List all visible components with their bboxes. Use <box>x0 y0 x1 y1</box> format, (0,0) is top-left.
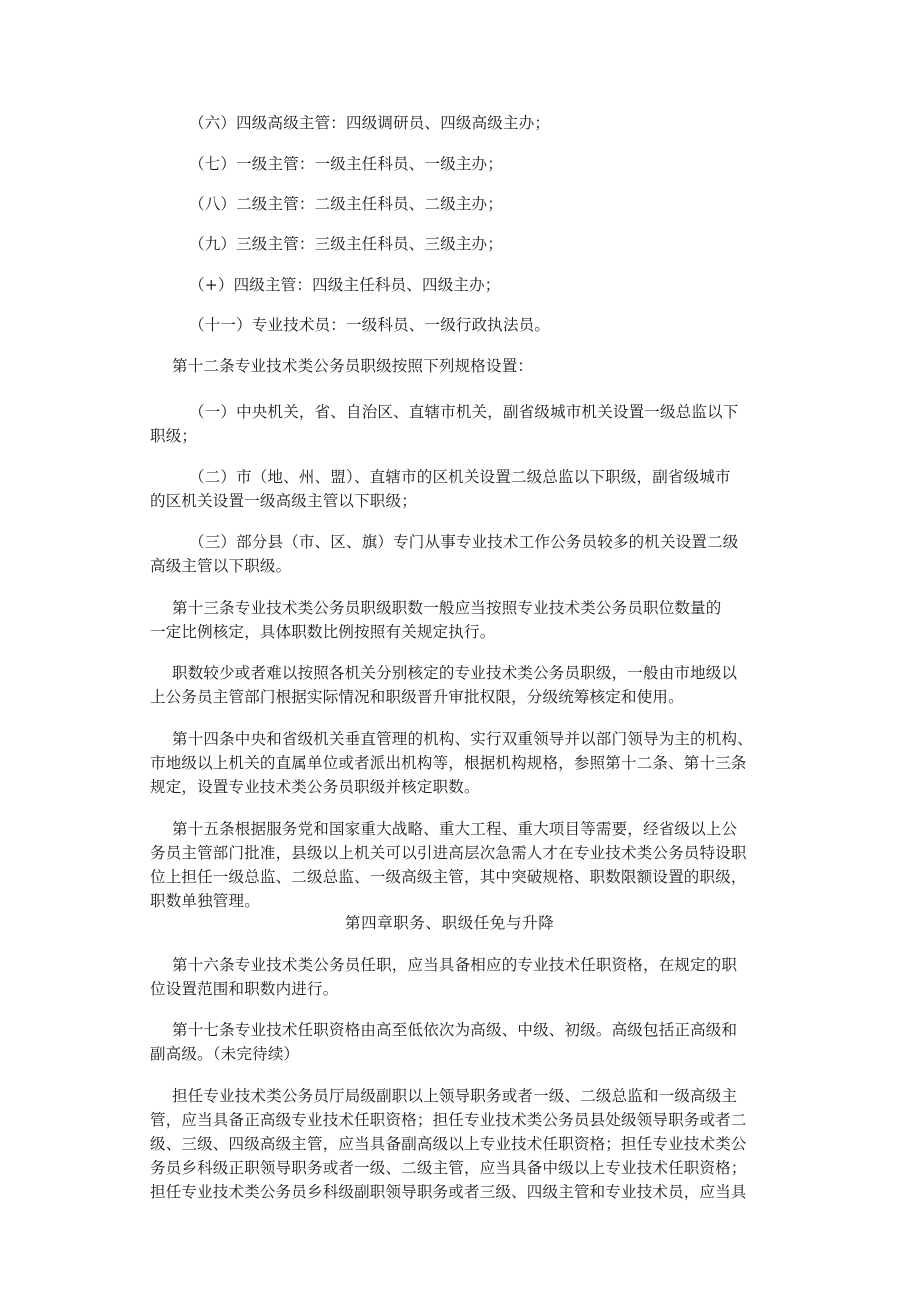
article-12-sub2-line1: （二）市（地、州、盟）、直辖市的区机关设置二级总监以下职级，副省级城市 <box>189 468 731 486</box>
item-7: （七）一级主管：一级主任科员、一级主办； <box>189 155 504 173</box>
qualification-para-line4: 务员乡科级正职领导职务或者一级、二级主管，应当具备中级以上专业技术任职资格； <box>150 1159 747 1177</box>
article-17-line1: 第十七条专业技术任职资格由高至低依次为高级、中级、初级。高级包括正高级和 <box>172 1021 738 1039</box>
chapter-4-heading: 第四章职务、职级任免与升降 <box>345 914 555 932</box>
article-12-sub1-line2: 职级； <box>150 427 198 445</box>
article-13-p1-line2: 一定比例核定，具体职数比例按照有关规定执行。 <box>150 623 496 641</box>
article-15-line3: 位上担任一级总监、二级总监、一级高级主管，其中突破规格、职数限额设置的职级， <box>150 868 747 886</box>
article-15-line1: 第十五条根据服务党和国家重大战略、重大工程、重大项目等需要，经省级以上公 <box>172 820 738 838</box>
article-17-line2: 副高级。（未完待续） <box>150 1045 300 1063</box>
article-16-line2: 位设置范围和职数内进行。 <box>150 980 339 998</box>
article-14-line3: 规定，设置专业技术类公务员职级并核定职数。 <box>150 778 480 796</box>
item-8: （八）二级主管：二级主任科员、二级主办； <box>189 195 504 213</box>
article-12-sub2-line2: 的区机关设置一级高级主管以下职级； <box>150 492 417 510</box>
article-15-line4: 职数单独管理。 <box>150 892 260 910</box>
item-9: （九）三级主管：三级主任科员、三级主办； <box>189 235 504 253</box>
qualification-para-line3: 级、三级、四级高级主管，应当具备副高级以上专业技术任职资格；担任专业技术类公 <box>150 1135 747 1153</box>
article-16-line1: 第十六条专业技术类公务员任职，应当具备相应的专业技术任职资格，在规定的职 <box>172 956 738 974</box>
article-14-line1: 第十四条中央和省级机关垂直管理的机构、实行双重领导并以部门领导为主的机构、 <box>172 730 753 748</box>
article-13-p1-line1: 第十三条专业技术类公务员职级职数一般应当按照专业技术类公务员职位数量的 <box>172 599 722 617</box>
article-12-title: 第十二条专业技术类公务员职级按照下列规格设置： <box>172 357 534 375</box>
article-12-sub3-line1: （三）部分县（市、区、旗）专门从事专业技术工作公务员较多的机关设置二级 <box>189 533 739 551</box>
article-12-sub1-line1: （一）中央机关，省、自治区、直辖市机关，副省级城市机关设置一级总监以下 <box>189 403 739 421</box>
qualification-para-line2: 管，应当具备正高级专业技术任职资格；担任专业技术类公务员县处级领导职务或者二 <box>150 1111 747 1129</box>
item-6: （六）四级高级主管：四级调研员、四级高级主办； <box>189 114 551 132</box>
item-11: （十一）专业技术员：一级科员、一级行政执法员。 <box>189 316 551 334</box>
article-13-p2-line1: 职数较少或者难以按照各机关分别核定的专业技术类公务员职级，一般由市地级以 <box>172 664 738 682</box>
item-10: （+）四级主管：四级主任科员、四级主办； <box>189 276 501 294</box>
article-14-line2: 市地级以上机关的直属单位或者派出机构等，根据机构规格，参照第十二条、第十三条 <box>150 754 747 772</box>
qualification-para-line1: 担任专业技术类公务员厅局级副职以上领导职务或者一级、二级总监和一级高级主 <box>172 1087 738 1105</box>
article-12-sub3-line2: 高级主管以下职级。 <box>150 557 292 575</box>
article-13-p2-line2: 上公务员主管部门根据实际情况和职级晋升审批权限，分级统筹核定和使用。 <box>150 688 684 706</box>
article-15-line2: 务员主管部门批准，县级以上机关可以引进高层次急需人才在专业技术类公务员特设职 <box>150 844 747 862</box>
qualification-para-line5: 担任专业技术类公务员乡科级副职领导职务或者三级、四级主管和专业技术员，应当具 <box>150 1183 747 1201</box>
